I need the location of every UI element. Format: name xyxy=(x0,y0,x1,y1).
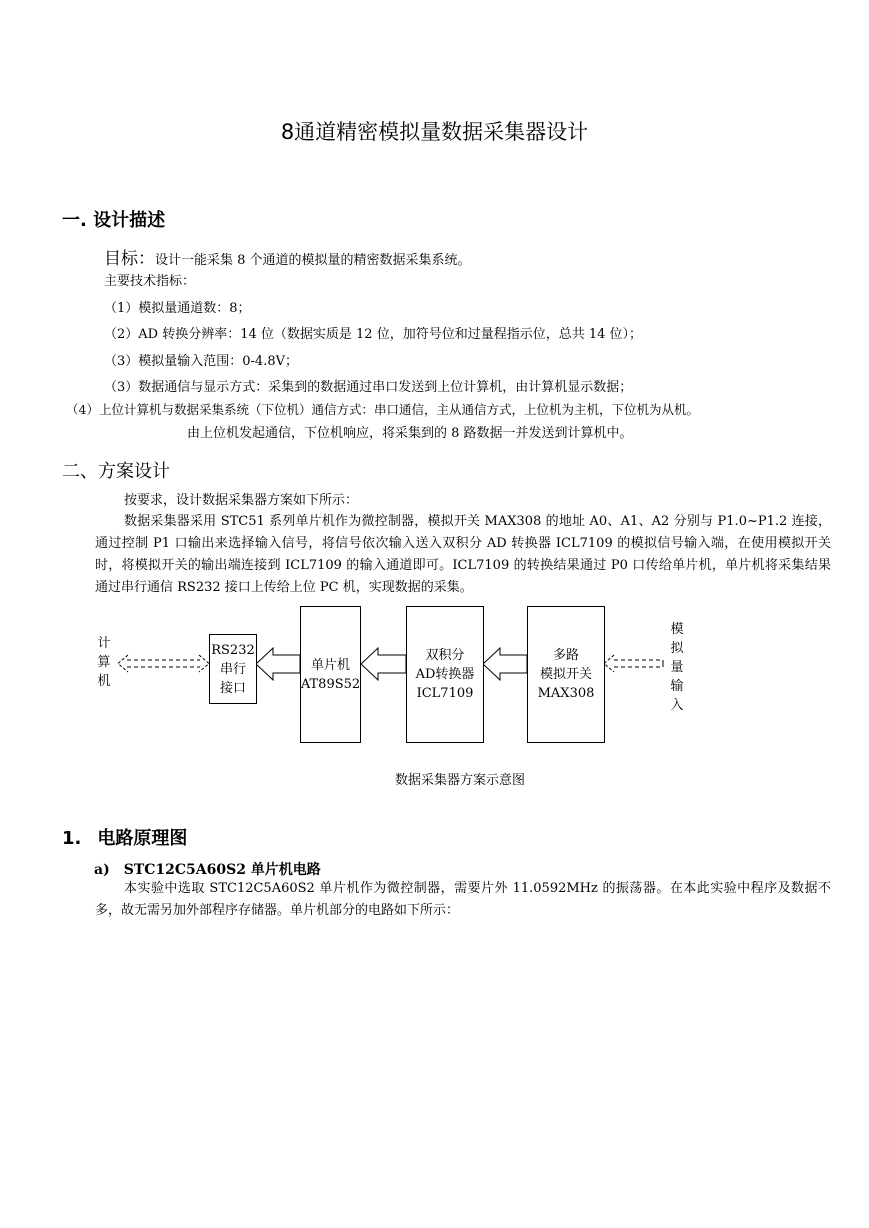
rs232-label: RS232 xyxy=(211,642,255,658)
mcu-box xyxy=(300,606,361,743)
spec-item-continuation: 由上位机发起通信，下位机响应，将采集到的 8 路数据一并发送到计算机中。 xyxy=(187,426,633,441)
spec-item: （4）上位计算机与数据采集系统（下位机）通信方式：串口通信，主从通信方式，上位机为主机，下位机为从机。 xyxy=(66,402,699,417)
heading-text: 电路原理图 xyxy=(97,828,188,849)
adc-box xyxy=(406,606,484,743)
rs232-interface-box xyxy=(209,634,257,704)
mux-label: 多路 xyxy=(552,648,579,663)
spec-item: （2）AD 转换分辨率：14 位（数据实质是 12 位，加符号位和过量程指示位，总共 14 位）； xyxy=(104,327,643,342)
dashed-arrow-input xyxy=(604,655,663,672)
diagram-caption: 数据采集器方案示意图 xyxy=(394,773,525,788)
adc-label: 双积分 xyxy=(425,648,465,663)
goal-text: 设计一能采集 8 个通道的模拟量的精密数据采集系统。 xyxy=(155,253,471,268)
goal-label: 目标： xyxy=(104,249,155,269)
section-heading-scheme-design: 二、方案设计 xyxy=(62,461,170,482)
hollow-arrow-adc-to-mcu xyxy=(361,648,406,680)
scheme-paragraph: 数据采集器采用 STC51 系列单片机作为微控制器，模拟开关 MAX308 的地址 A0、A1、A2 分别与 P1.0~P1.2 连接，通过控制 P1 口输出来选择输入信号，将信号依次输入送入双积分 AD 转换器 ICL7109 的模拟信号输入端，在使用模拟开关时，将模拟开关的输出端连接到 ICL7109 的输入通道即可。ICL7109 的转换结果通过 P0 口传给单片机，单片机将采集结果通过串行通信 RS232 接口上传给上位 PC 机，实现数据的采集。 xyxy=(95,514,831,595)
section-heading-design-description: 一. 设计描述 xyxy=(62,210,166,231)
hollow-arrow-mux-to-adc xyxy=(483,648,527,680)
dashed-double-arrow-left xyxy=(118,655,209,672)
subsection-heading-mcu xyxy=(94,859,321,879)
spec-item: （1）模拟量通道数：8； xyxy=(104,301,251,316)
spec-item: （3）数据通信与显示方式：采集到的数据通过串口发送到上位计算机，由计算机显示数据； xyxy=(104,380,633,395)
rs232-label: 串行 xyxy=(219,661,246,677)
mux-label: 模拟开关 xyxy=(539,667,592,682)
scheme-intro: 按要求，设计数据采集器方案如下所示： xyxy=(124,493,359,508)
hollow-arrow-mcu-to-rs232 xyxy=(256,648,300,680)
document-title: 8通道精密模拟量数据采集器设计 xyxy=(280,120,589,144)
computer-label: 计算机 xyxy=(97,636,111,689)
subsection-text: STC12C5A60S2 单片机电路 xyxy=(123,862,321,878)
analog-input-label: 模拟量输入 xyxy=(670,622,684,713)
mcu-paragraph: 本实验中选取 STC12C5A60S2 单片机作为微控制器，需要片外 11.0592MHz 的振荡器。在本此实验中程序及数据不多，故无需另加外部程序存储器。单片机部分的电路如下所示： xyxy=(95,881,831,918)
rs232-label: 接口 xyxy=(219,680,246,696)
spec-title: 主要技术指标： xyxy=(104,274,196,289)
mcu-label: AT89S52 xyxy=(300,676,361,692)
subsection-label: a) xyxy=(94,862,110,878)
heading-number: 1. xyxy=(62,828,82,849)
mcu-label: 单片机 xyxy=(310,657,350,673)
adc-label: ICL7109 xyxy=(416,686,474,701)
spec-item: （3）模拟量输入范围：0-4.8V； xyxy=(104,354,298,369)
adc-label: AD转换器 xyxy=(415,667,475,682)
section-heading-circuit xyxy=(62,824,187,850)
mux-box xyxy=(527,606,605,743)
mux-label: MAX308 xyxy=(537,686,595,701)
